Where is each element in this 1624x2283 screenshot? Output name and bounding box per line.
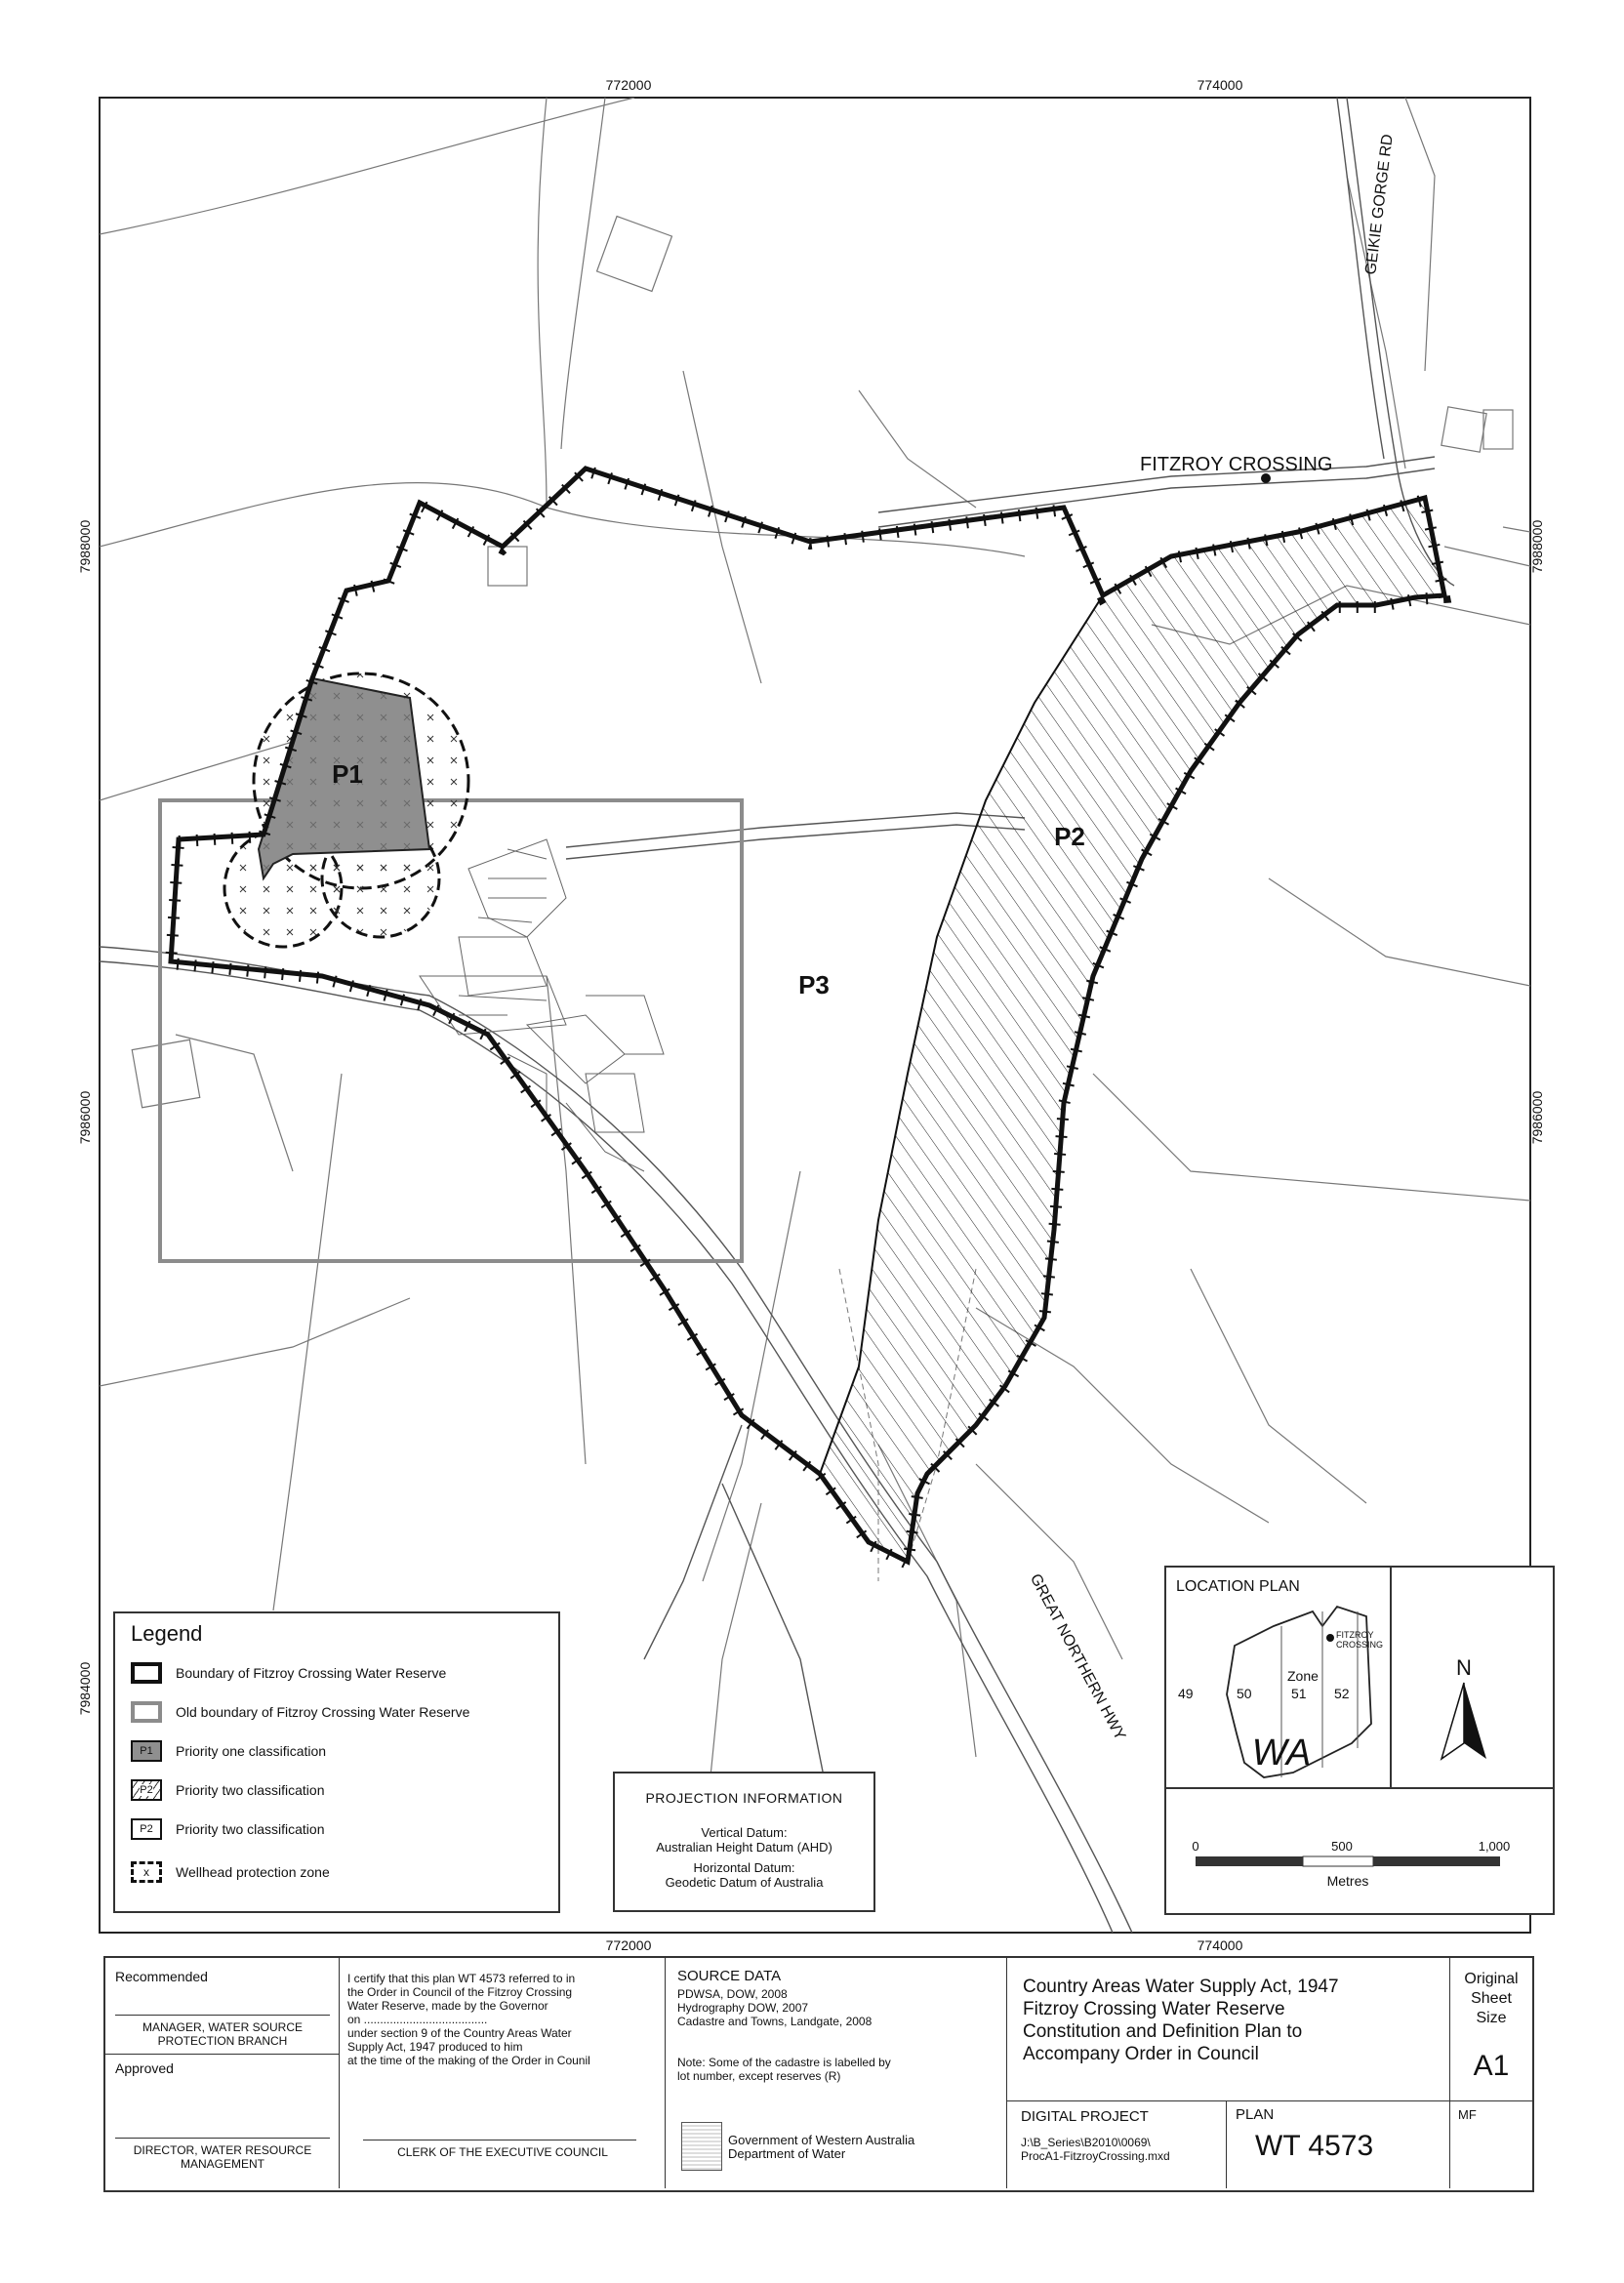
legend-box (113, 1611, 560, 1913)
title-block (103, 1956, 1534, 2192)
old-boundary-swatch (131, 1701, 162, 1723)
certify-line-2: the Order in Council of the Fitzroy Crossing (347, 1985, 573, 1999)
wellhead-swatch-text: x (143, 1865, 149, 1879)
state-label: WA (1251, 1733, 1312, 1773)
zone-label-p2: P2 (1054, 822, 1085, 851)
file-path-line-2: ProcA1-FitzroyCrossing.mxd (1021, 2149, 1170, 2163)
grid-label-bottom-774000: 774000 (1197, 1937, 1243, 1952)
plan-title-line-3: Constitution and Definition Plan to (1023, 2021, 1303, 2042)
road-label-great-northern: GREAT NORTHERN HWY (1026, 1570, 1129, 1743)
recommended-label: Recommended (115, 1969, 208, 1984)
legend-item-boundary (131, 1658, 446, 1688)
zone-49: 49 (1178, 1686, 1194, 1701)
zone-label-p3: P3 (798, 970, 830, 999)
source-line-2: Hydrography DOW, 2007 (677, 2001, 809, 2015)
approved-label: Approved (115, 2060, 174, 2076)
legend-item-p1 (131, 1736, 326, 1766)
certify-line-3: Water Reserve, made by the Governor (347, 1999, 548, 2013)
p1-swatch (131, 1740, 162, 1762)
plan-title-column (1007, 1958, 1450, 2188)
legend-label: Boundary of Fitzroy Crossing Water Reserve (176, 1665, 447, 1681)
plan-title-line-1: Country Areas Water Supply Act, 1947 (1023, 1977, 1339, 1997)
wellhead-swatch (131, 1861, 162, 1883)
scale-tick-500: 500 (1331, 1839, 1353, 1854)
grid-label-left-7986000: 7986000 (77, 1090, 93, 1145)
grid-label-bottom-772000: 772000 (605, 1937, 652, 1952)
plan-title-line-2: Fitzroy Crossing Water Reserve (1023, 1999, 1285, 2019)
location-marker-label-1: FITZROY (1336, 1630, 1374, 1640)
department-name: Department of Water (728, 2146, 846, 2161)
p2-swatch-text: P2 (140, 1823, 153, 1835)
boundary-swatch (131, 1662, 162, 1684)
plan-label: PLAN (1236, 2106, 1275, 2123)
certify-line-7: at the time of the making of the Order in Counil (347, 2054, 590, 2067)
sheet-size-value: A1 (1473, 2050, 1510, 2082)
note-line-1: Note: Some of the cadastre is labelled by (677, 2056, 891, 2069)
government-name: Government of Western Australia (728, 2133, 915, 2147)
source-data-column (666, 1958, 1007, 2188)
source-line-3: Cadastre and Towns, Landgate, 2008 (677, 2015, 873, 2028)
p2-hatched-swatch-text: P2 (140, 1784, 153, 1796)
sheet-size-column (1450, 1958, 1532, 2188)
north-arrow-icon (1441, 1683, 1486, 1759)
grid-label-left-7984000: 7984000 (77, 1661, 93, 1716)
certify-line-1: I certify that this plan WT 4573 referred to in (347, 1972, 576, 1985)
scale-bar (1196, 1856, 1500, 1866)
zone-52: 52 (1334, 1686, 1350, 1701)
signature-column (105, 1958, 340, 2188)
projection-title: PROJECTION INFORMATION (645, 1790, 843, 1806)
legend-label: Priority one classification (176, 1743, 327, 1759)
grid-label-left-7988000: 7988000 (77, 519, 93, 574)
source-line-1: PDWSA, DOW, 2008 (677, 1987, 788, 2001)
vertical-datum-label: Vertical Datum: (701, 1825, 788, 1840)
manager-title-1: MANAGER, WATER SOURCE (142, 2020, 303, 2034)
manager-title-2: PROTECTION BRANCH (157, 2034, 288, 2048)
legend-title: Legend (131, 1621, 203, 1646)
legend-label: Old boundary of Fitzroy Crossing Water Reserve (176, 1704, 470, 1720)
projection-info-box (613, 1772, 875, 1912)
location-plan-graphic (1166, 1568, 1553, 1913)
certification-column (340, 1958, 666, 2188)
legend-item-p2-hatched (131, 1775, 325, 1805)
legend-item-p2 (131, 1814, 325, 1844)
director-title-1: DIRECTOR, WATER RESOURCE (133, 2143, 312, 2157)
scale-tick-0: 0 (1192, 1839, 1199, 1854)
certify-line-6: Supply Act, 1947 produced to him (347, 2040, 523, 2054)
grid-label-right-7988000: 7988000 (1529, 519, 1545, 574)
location-marker (1326, 1634, 1334, 1642)
mf-label: MF (1458, 2107, 1477, 2122)
plan-number: WT 4573 (1255, 2130, 1374, 2162)
location-plan-box (1164, 1566, 1555, 1915)
horizontal-datum-label: Horizontal Datum: (693, 1860, 795, 1875)
scale-tick-1000: 1,000 (1478, 1839, 1511, 1854)
location-plan-title: LOCATION PLAN (1176, 1578, 1300, 1595)
clerk-title: CLERK OF THE EXECUTIVE COUNCIL (397, 2145, 608, 2159)
legend-label: Wellhead protection zone (176, 1864, 330, 1880)
horizontal-datum-value: Geodetic Datum of Australia (665, 1875, 824, 1890)
scale-unit: Metres (1326, 1873, 1369, 1889)
plan-title-line-4: Accompany Order in Council (1023, 2044, 1259, 2064)
legend-item-old-boundary (131, 1697, 469, 1727)
p2-swatch (131, 1818, 162, 1840)
note-line-2: lot number, except reserves (R) (677, 2069, 841, 2083)
legend-label: Priority two classification (176, 1821, 325, 1837)
director-title-2: MANAGEMENT (180, 2157, 264, 2171)
p1-swatch-text: P1 (140, 1745, 153, 1757)
sheet-label-3: Size (1476, 2010, 1507, 2026)
file-path-line-1: J:\B_Series\B2010\0069\ (1021, 2136, 1151, 2149)
zone-word: Zone (1287, 1668, 1319, 1684)
sheet-label-1: Original (1464, 1971, 1519, 1987)
legend-item-wellhead (131, 1857, 330, 1887)
certify-line-5: under section 9 of the Country Areas Water (347, 2026, 572, 2040)
grid-label-top-772000: 772000 (605, 77, 652, 93)
grid-label-top-774000: 774000 (1197, 77, 1243, 93)
sheet-label-2: Sheet (1471, 1990, 1512, 2007)
zone-label-p1: P1 (332, 759, 363, 789)
vertical-datum-value: Australian Height Datum (AHD) (656, 1840, 832, 1855)
legend-label: Priority two classification (176, 1782, 325, 1798)
town-label: FITZROY CROSSING (1140, 454, 1333, 475)
road-label-geikie-gorge: GEIKIE GORGE RD (1362, 133, 1397, 276)
zone-50: 50 (1237, 1686, 1252, 1701)
government-crest-icon (681, 2122, 722, 2171)
location-marker-label-2: CROSSING (1336, 1640, 1384, 1650)
source-data-title: SOURCE DATA (677, 1968, 782, 1984)
p2-hatched-swatch (131, 1779, 162, 1801)
certify-line-4: on ...................................... (347, 2013, 488, 2026)
digital-project-label: DIGITAL PROJECT (1021, 2108, 1149, 2125)
zone-51: 51 (1291, 1686, 1307, 1701)
north-label: N (1456, 1655, 1472, 1680)
grid-label-right-7986000: 7986000 (1529, 1090, 1545, 1145)
